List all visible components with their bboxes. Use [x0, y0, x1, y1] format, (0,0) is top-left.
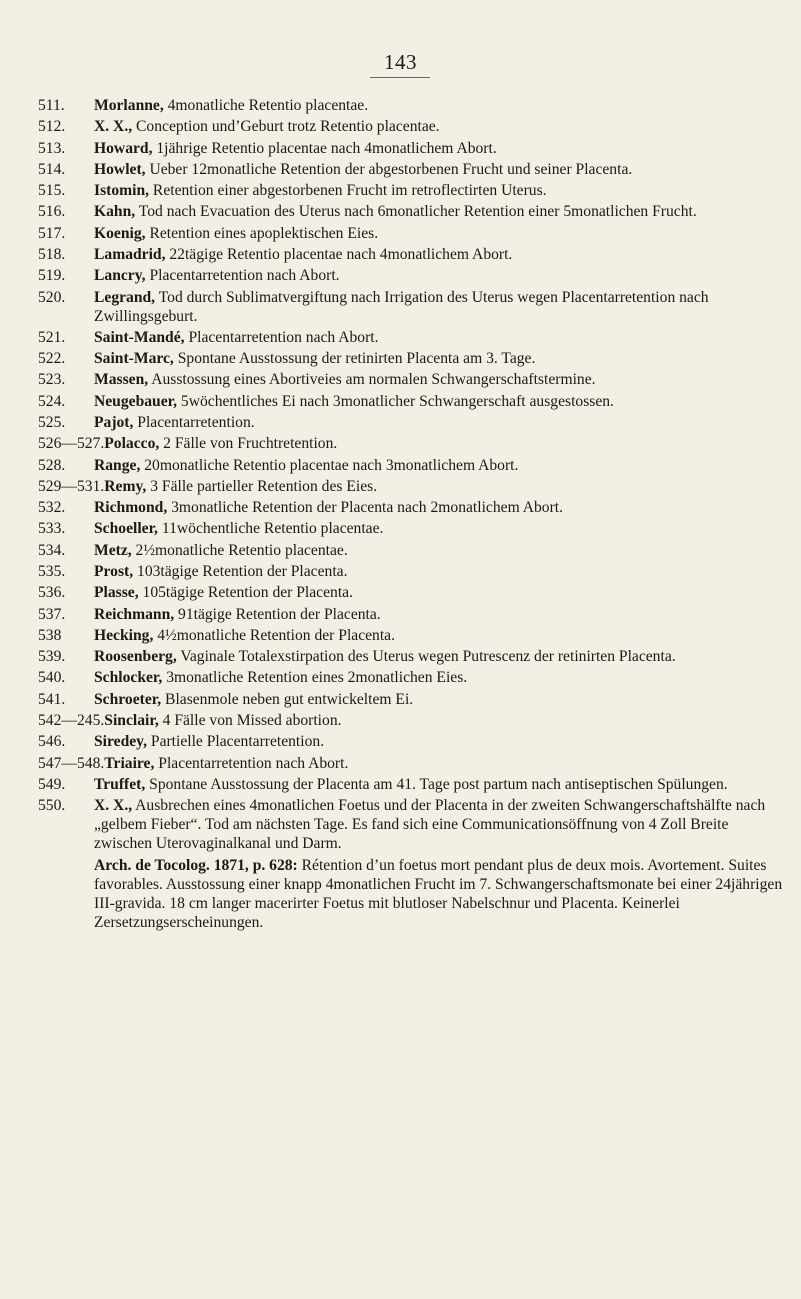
- bibliography-entry: [38, 541, 786, 560]
- bibliography-entry: [38, 392, 786, 411]
- entry-description: Ueber 12monatliche Retention der abgestorbenen Frucht und seiner Placenta.: [145, 160, 633, 178]
- entry-number: 519.: [38, 267, 66, 285]
- entry-body: [104, 711, 786, 730]
- entry-number: 526—527.: [38, 435, 105, 453]
- bibliography-entry: [38, 498, 786, 517]
- entry-number: 540.: [38, 669, 66, 687]
- entry-number: 512.: [38, 118, 66, 136]
- entry-author: Koenig,: [94, 224, 146, 242]
- entry-body: [94, 224, 786, 243]
- bibliography-entry: [38, 711, 786, 730]
- entry-body: [94, 202, 786, 221]
- entry-body: [94, 288, 786, 326]
- entry-description: 5wöchentliches Ei nach 3monatlicher Schwangerschaft ausgestossen.: [177, 392, 614, 410]
- bibliography-entry: [38, 690, 786, 709]
- entry-number: 522.: [38, 350, 66, 368]
- entry-number: 550.: [38, 797, 66, 815]
- entry-number: 513.: [38, 139, 66, 157]
- entry-number: 529—531.: [38, 477, 105, 495]
- entry-author: Triaire,: [104, 754, 155, 772]
- bibliography-entry: [38, 370, 786, 389]
- bibliography-entry: [38, 562, 786, 581]
- entry-author: Istomin,: [94, 182, 150, 200]
- entry-description: Spontane Ausstossung der retinirten Placenta am 3. Tage.: [173, 350, 536, 368]
- bibliography-entry: [38, 266, 786, 285]
- entry-author: X. X.,: [94, 797, 133, 815]
- entry-body: [94, 370, 786, 389]
- entry-number: 538: [38, 626, 62, 644]
- entry-author: Remy,: [104, 477, 147, 495]
- page-number: 143: [384, 50, 417, 74]
- entry-author: Saint-Marc,: [94, 350, 174, 368]
- entry-author: Plasse,: [94, 584, 139, 602]
- entry-description: 3monatliche Retention der Placenta nach 2monatlichem Abort.: [167, 499, 564, 517]
- entry-number: 535.: [38, 563, 66, 580]
- entry-body: [94, 117, 786, 136]
- entry-number: 534.: [38, 541, 66, 559]
- entry-description: 22tägige Retentio placentae nach 4monatlichem Abort.: [165, 245, 513, 263]
- entry-author: Schoeller,: [94, 520, 158, 538]
- reference-source: Arch. de Tocolog. 1871, p. 628:: [94, 856, 298, 874]
- entry-number: 514.: [38, 160, 66, 178]
- entry-author: Legrand,: [94, 288, 156, 306]
- entry-description: Retention eines apoplektischen Eies.: [145, 224, 379, 242]
- bibliography-entry: [38, 647, 786, 666]
- bibliography-entry: [38, 626, 786, 645]
- entry-body: [94, 139, 786, 158]
- entry-number: 517.: [38, 224, 66, 242]
- entry-body: [94, 626, 786, 645]
- bibliography-entry: [38, 519, 786, 538]
- entry-description: Partielle Placentarretention.: [147, 733, 325, 751]
- entry-body: [94, 392, 786, 411]
- entry-number: 518.: [38, 245, 66, 263]
- entry-description: Ausstossung eines Abortiveies am normalen Schwangerschaftstermine.: [148, 371, 596, 389]
- entry-body: [94, 181, 786, 200]
- entry-author: Massen,: [94, 371, 149, 389]
- entry-description: Spontane Ausstossung der Placenta am 41. Tage post partum nach antiseptischen Spülungen.: [145, 775, 728, 793]
- entry-body: [94, 732, 786, 751]
- entry-number: 549.: [38, 775, 66, 793]
- entry-body: [94, 668, 786, 687]
- bibliography-entry: [38, 796, 786, 853]
- entry-body: [94, 349, 786, 368]
- entry-body: [94, 690, 786, 709]
- entry-description: Conception undʼGeburt trotz Retentio placentae.: [132, 118, 440, 136]
- entry-body: [94, 796, 786, 853]
- bibliography-entry: [38, 328, 786, 347]
- bibliography-entry: [38, 160, 786, 179]
- entry-description: 3monatliche Retention eines 2monatlichen Eies.: [162, 669, 468, 687]
- entry-author: Howlet,: [94, 160, 146, 178]
- reference-body: [38, 856, 786, 932]
- entry-number: 536.: [38, 584, 66, 602]
- entry-description: 1jährige Retentio placentae nach 4monatlichem Abort.: [152, 139, 497, 157]
- bibliography-entry: [38, 775, 786, 794]
- entry-body: [94, 96, 786, 115]
- entry-author: Polacco,: [104, 435, 160, 453]
- bibliography-entry: [38, 139, 786, 158]
- bibliography-entry: [38, 288, 786, 326]
- entry-number: 547—548.: [38, 754, 105, 772]
- entry-number: 524.: [38, 392, 66, 410]
- entry-description: 4½monatliche Retention der Placenta.: [153, 626, 395, 644]
- entry-description: Placentarretention.: [133, 414, 255, 432]
- entry-body: [94, 519, 786, 538]
- entry-description: Placentarretention nach Abort.: [145, 267, 340, 285]
- entry-description: Tod nach Evacuation des Uterus nach 6monatlicher Retention einer 5monatlichen Frucht.: [135, 203, 697, 221]
- entry-body: [94, 160, 786, 179]
- bibliography-entry: [38, 349, 786, 368]
- bibliography-entry: [38, 605, 786, 624]
- entry-description: 2½monatliche Retentio placentae.: [131, 541, 348, 559]
- entry-number: 511.: [38, 97, 65, 114]
- entry-author: Morlanne,: [94, 97, 164, 114]
- entry-description: 2 Fälle von Fruchtretention.: [159, 435, 338, 453]
- entry-body: [94, 647, 786, 666]
- entry-body: [104, 434, 786, 453]
- entry-number: 520.: [38, 288, 66, 306]
- entry-number: 533.: [38, 520, 66, 538]
- entry-author: Range,: [94, 456, 141, 474]
- entry-number: 537.: [38, 605, 66, 623]
- bibliography-entry: [38, 477, 786, 496]
- entry-description: Vaginale Totalexstirpation des Uterus wegen Putrescenz der retinirten Placenta.: [176, 648, 676, 666]
- entry-number: 515.: [38, 182, 66, 200]
- entry-description: 4 Fälle von Missed abortion.: [158, 711, 342, 729]
- entry-author: Richmond,: [94, 499, 168, 517]
- entry-body: [104, 754, 786, 773]
- entry-body: [104, 477, 786, 496]
- bibliography-entry: [38, 96, 786, 115]
- entry-description: Blasenmole neben gut entwickeltem Ei.: [161, 690, 414, 708]
- entry-author: Howard,: [94, 139, 153, 157]
- entry-number: 525.: [38, 414, 66, 432]
- entry-description: Retention einer abgestorbenen Frucht im retroflectirten Uterus.: [149, 182, 547, 200]
- entry-number: 541.: [38, 690, 66, 708]
- entry-number: 521.: [38, 328, 66, 346]
- entry-body: [94, 498, 786, 517]
- bibliography-entry: [38, 224, 786, 243]
- bibliography-entry: [38, 732, 786, 751]
- entry-body: [94, 775, 786, 794]
- entry-number: 539.: [38, 648, 66, 666]
- entry-number: 516.: [38, 203, 66, 221]
- entry-body: [94, 328, 786, 347]
- entry-author: Truffet,: [94, 775, 146, 793]
- entry-description: 3 Fälle partieller Retention des Eies.: [146, 477, 378, 495]
- entry-description: 4monatliche Retentio placentae.: [163, 97, 369, 114]
- reference-description: Rétention d’un foetus mort pendant plus de deux mois. Avortement. Suites favorables. Ausstossung einer knapp 4monatlichen Frucht im 7. Schwangerschaftsmonate bei einer 24jährigen III-gravida. 18 cm langer macerirter Foetus mit blutloser Nabelschnur und Placenta. Keinerlei Zersetzungserscheinungen.: [94, 856, 783, 931]
- entry-description: Placentarretention nach Abort.: [154, 754, 349, 772]
- entry-author: Saint-Mandé,: [94, 328, 185, 346]
- entry-number: 523.: [38, 371, 66, 389]
- entry-author: Lamadrid,: [94, 245, 166, 263]
- bibliography-entry: [38, 202, 786, 221]
- bibliography-entry: [38, 754, 786, 773]
- entry-author: Neugebauer,: [94, 392, 178, 410]
- bibliography-entry: [38, 456, 786, 475]
- bibliography-entry: [38, 413, 786, 432]
- entry-author: X. X.,: [94, 118, 133, 136]
- entry-body: [94, 562, 786, 581]
- entry-body: [94, 266, 786, 285]
- entry-body: [94, 456, 786, 475]
- reference-entry: [38, 856, 786, 932]
- bibliography-entry: [38, 117, 786, 136]
- entry-description: 91tägige Retention der Placenta.: [174, 605, 381, 623]
- entry-number: 542—245.: [38, 711, 105, 729]
- bibliography-entry: [38, 583, 786, 602]
- entry-author: Hecking,: [94, 626, 154, 644]
- entry-body: [94, 413, 786, 432]
- bibliography-entry: [38, 245, 786, 264]
- entry-author: Lancry,: [94, 267, 146, 285]
- entry-description: Placentarretention nach Abort.: [184, 328, 379, 346]
- entry-description: Ausbrechen eines 4monatlichen Foetus und der Placenta in der zweiten Schwangerschaftshälfte nach „gelbem Fieber“. Tod am nächsten Tage. Es fand sich eine Communicationsöffnung von 4 Zoll Breite zwischen Uterovaginalkanal und Darm.: [94, 797, 766, 853]
- entry-author: Roosenberg,: [94, 648, 177, 666]
- entry-author: Reichmann,: [94, 605, 175, 623]
- entry-description: 11wöchentliche Retentio placentae.: [157, 520, 384, 538]
- entry-body: [94, 245, 786, 264]
- bibliography-entry: [38, 181, 786, 200]
- entry-number: 528.: [38, 456, 66, 474]
- entry-body: [94, 605, 786, 624]
- entry-body: [94, 583, 786, 602]
- entry-number: 532.: [38, 499, 66, 517]
- entry-number: 546.: [38, 733, 66, 751]
- entry-description: 105tägige Retention der Placenta.: [138, 584, 353, 602]
- entry-author: Siredey,: [94, 733, 147, 751]
- entry-description: 103tägige Retention der Placenta.: [133, 563, 348, 580]
- bibliography-entry: [38, 668, 786, 687]
- entry-author: Pajot,: [94, 414, 134, 432]
- entry-author: Prost,: [94, 563, 134, 580]
- page-number-underline: [370, 77, 430, 78]
- entry-author: Metz,: [94, 541, 132, 559]
- entry-author: Schlocker,: [94, 669, 163, 687]
- bibliography-entry: [38, 434, 786, 453]
- entry-author: Schroeter,: [94, 690, 162, 708]
- bibliography-list: [38, 96, 786, 934]
- entry-description: 20monatliche Retentio placentae nach 3monatlichem Abort.: [140, 456, 519, 474]
- entry-description: Tod durch Sublimatvergiftung nach Irrigation des Uterus wegen Placentarretention nach Zwillingsgeburt.: [94, 288, 709, 325]
- entry-author: Kahn,: [94, 203, 136, 221]
- entry-author: Sinclair,: [104, 711, 159, 729]
- entry-body: [94, 541, 786, 560]
